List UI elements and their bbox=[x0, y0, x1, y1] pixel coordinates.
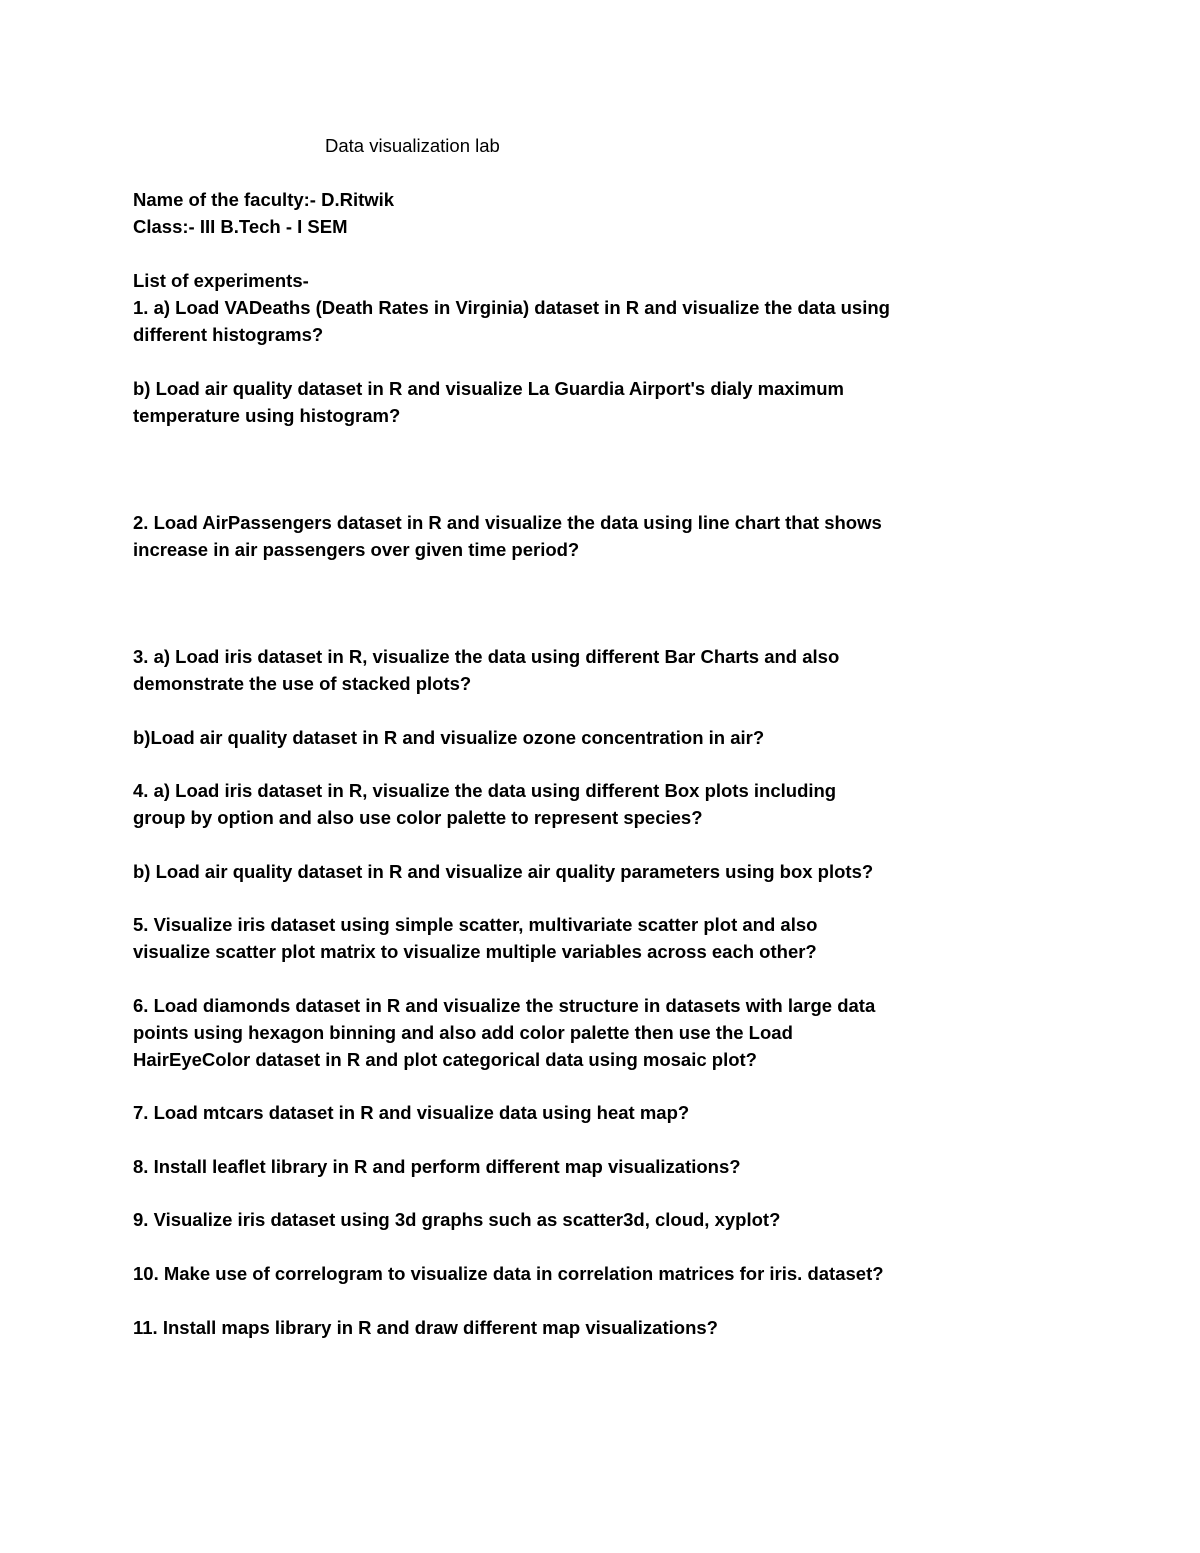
experiment-line: HairEyeColor dataset in R and plot categorical data using mosaic plot? bbox=[133, 1049, 757, 1070]
experiment-line: 4. a) Load iris dataset in R, visualize the data using different Box plots including bbox=[133, 780, 837, 801]
experiment-line: group by option and also use color palette to represent species? bbox=[133, 807, 703, 828]
experiment-line: b)Load air quality dataset in R and visualize ozone concentration in air? bbox=[133, 727, 765, 748]
faculty-line: Name of the faculty:- D.Ritwik bbox=[133, 189, 395, 210]
experiment-line: visualize scatter plot matrix to visualize multiple variables across each other? bbox=[133, 941, 817, 962]
experiment-line: different histograms? bbox=[133, 324, 324, 345]
experiment-line: 10. Make use of correlogram to visualize data in correlation matrices for iris. dataset? bbox=[133, 1263, 884, 1284]
experiment-line: 1. a) Load VADeaths (Death Rates in Virginia) dataset in R and visualize the data using bbox=[133, 297, 890, 318]
experiment-line: points using hexagon binning and also add color palette then use the Load bbox=[133, 1022, 793, 1043]
experiment-line: 5. Visualize iris dataset using simple scatter, multivariate scatter plot and also bbox=[133, 914, 818, 935]
experiment-line: increase in air passengers over given time period? bbox=[133, 539, 580, 560]
experiment-line: 8. Install leaflet library in R and perform different map visualizations? bbox=[133, 1156, 741, 1177]
list-heading: List of experiments- bbox=[133, 270, 309, 291]
experiment-line: temperature using histogram? bbox=[133, 405, 401, 426]
document-title: Data visualization lab bbox=[325, 135, 500, 156]
experiment-line: 2. Load AirPassengers dataset in R and visualize the data using line chart that shows bbox=[133, 512, 882, 533]
experiment-line: 7. Load mtcars dataset in R and visualize data using heat map? bbox=[133, 1102, 690, 1123]
experiment-line: b) Load air quality dataset in R and visualize La Guardia Airport's dialy maximum bbox=[133, 378, 844, 399]
experiment-line: demonstrate the use of stacked plots? bbox=[133, 673, 472, 694]
experiment-line: 6. Load diamonds dataset in R and visualize the structure in datasets with large data bbox=[133, 995, 876, 1016]
experiment-line: 3. a) Load iris dataset in R, visualize the data using different Bar Charts and also bbox=[133, 646, 840, 667]
experiment-line: 11. Install maps library in R and draw different map visualizations? bbox=[133, 1317, 718, 1338]
experiment-line: 9. Visualize iris dataset using 3d graphs such as scatter3d, cloud, xyplot? bbox=[133, 1209, 781, 1230]
class-line: Class:- III B.Tech - I SEM bbox=[133, 216, 348, 237]
experiment-line: b) Load air quality dataset in R and visualize air quality parameters using box plots? bbox=[133, 861, 874, 882]
